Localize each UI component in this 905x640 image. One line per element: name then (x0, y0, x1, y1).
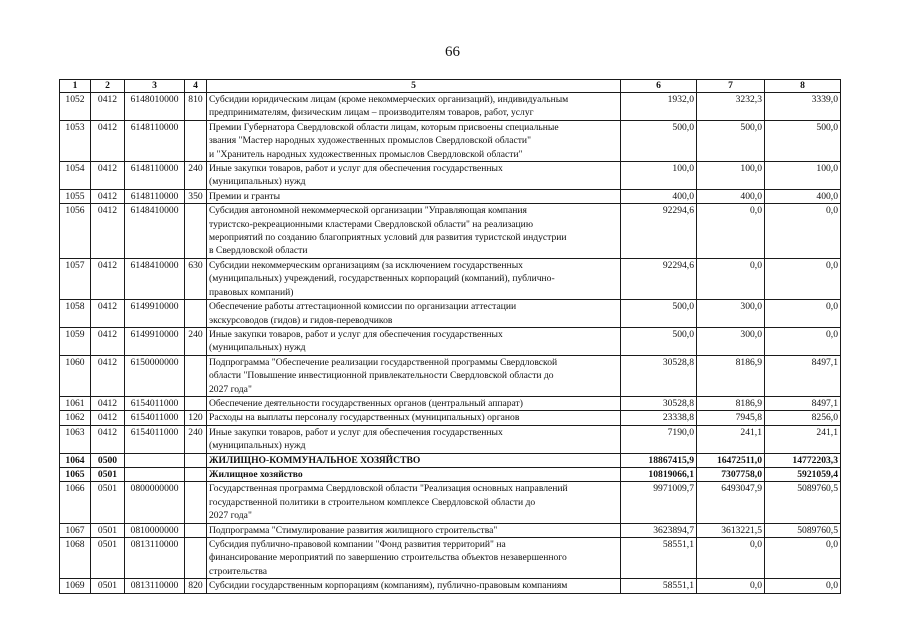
amount-col-7: 7307758,0 (697, 467, 765, 481)
row-number: 1057 (60, 258, 91, 299)
page-number: 66 (445, 44, 460, 60)
amount-col-6: 1932,0 (621, 93, 697, 121)
amount-col-6: 23338,8 (621, 411, 697, 425)
target-item-code: 6154011000 (125, 425, 185, 453)
section-code: 0412 (91, 189, 125, 203)
item-name: Государственная программа Свердловской области "Реализация основных направлений государственной политики в строительном комплексе Свердловской области до 2027 года" (207, 482, 621, 523)
table-row (60, 204, 841, 259)
amount-col-6: 7190,0 (621, 425, 697, 453)
amount-col-7: 0,0 (697, 204, 765, 259)
expense-type-code: 630 (185, 258, 207, 299)
expense-type-code (185, 482, 207, 523)
table-row (60, 538, 841, 579)
table-row (60, 425, 841, 453)
expense-type-code (185, 538, 207, 579)
amount-col-7: 400,0 (697, 189, 765, 203)
section-code: 0412 (91, 258, 125, 299)
expense-type-code (185, 300, 207, 328)
amount-col-8: 8256,0 (765, 411, 841, 425)
item-name: Обеспечение деятельности государственных органов (центральный аппарат) (207, 396, 621, 410)
expense-type-code: 120 (185, 411, 207, 425)
amount-col-7: 7945,8 (697, 411, 765, 425)
amount-col-8: 5089760,5 (765, 482, 841, 523)
section-code: 0501 (91, 579, 125, 593)
target-item-code: 6148410000 (125, 258, 185, 299)
section-code: 0412 (91, 162, 125, 190)
amount-col-6: 10819066,1 (621, 467, 697, 481)
header-row (60, 80, 841, 93)
expense-type-code (185, 467, 207, 481)
item-name: Субсидия публично-правовой компании "Фонд развития территорий" на финансирование мероприятий по завершению строительства объектов незавершенного строительства (207, 538, 621, 579)
target-item-code (125, 467, 185, 481)
table-row (60, 120, 841, 161)
budget-table (59, 79, 841, 594)
amount-col-7: 100,0 (697, 162, 765, 190)
table-row (60, 189, 841, 203)
item-name: Подпрограмма "Обеспечение реализации государственной программы Свердловской области "Повышение инвестиционной привлекательности Свердловской области до 2027 года" (207, 355, 621, 396)
amount-col-8: 0,0 (765, 204, 841, 259)
amount-col-6: 3623894,7 (621, 523, 697, 537)
target-item-code: 6150000000 (125, 355, 185, 396)
row-number: 1052 (60, 93, 91, 121)
section-code: 0412 (91, 411, 125, 425)
column-header: 2 (91, 80, 125, 93)
expense-type-code: 240 (185, 327, 207, 355)
amount-col-7: 8186,9 (697, 396, 765, 410)
amount-col-8: 8497,1 (765, 355, 841, 396)
row-number: 1065 (60, 467, 91, 481)
amount-col-8: 0,0 (765, 300, 841, 328)
amount-col-6: 92294,6 (621, 258, 697, 299)
column-header: 5 (207, 80, 621, 93)
item-name: Жилищное хозяйство (207, 467, 621, 481)
section-code: 0412 (91, 327, 125, 355)
amount-col-6: 9971009,7 (621, 482, 697, 523)
item-name: Премии Губернатора Свердловской области лицам, которым присвоены специальные звания "Мастер народных художественных промыслов Свердловской области" и "Хранитель народных художественных промыслов Свердловской области" (207, 120, 621, 161)
expense-type-code: 810 (185, 93, 207, 121)
expense-type-code: 240 (185, 425, 207, 453)
amount-col-7: 3613221,5 (697, 523, 765, 537)
table-body (60, 93, 841, 594)
target-item-code: 6148410000 (125, 204, 185, 259)
section-code: 0500 (91, 453, 125, 467)
row-number: 1062 (60, 411, 91, 425)
amount-col-6: 100,0 (621, 162, 697, 190)
amount-col-6: 30528,8 (621, 396, 697, 410)
table-row (60, 355, 841, 396)
item-name: Иные закупки товаров, работ и услуг для обеспечения государственных (муниципальных) нужд (207, 425, 621, 453)
section-code: 0501 (91, 538, 125, 579)
section-code: 0412 (91, 204, 125, 259)
target-item-code: 6154011000 (125, 396, 185, 410)
row-number: 1054 (60, 162, 91, 190)
column-header: 7 (697, 80, 765, 93)
section-code: 0501 (91, 482, 125, 523)
expense-type-code (185, 355, 207, 396)
column-header: 3 (125, 80, 185, 93)
amount-col-7: 241,1 (697, 425, 765, 453)
row-number: 1060 (60, 355, 91, 396)
amount-col-8: 0,0 (765, 258, 841, 299)
target-item-code: 6149910000 (125, 327, 185, 355)
item-name: Субсидия автономной некоммерческой организации "Управляющая компания туристско-рекреационными кластерами Свердловской области" на реализацию мероприятий по созданию благоприятных условий для развития туристской индустрии в Свердловской области (207, 204, 621, 259)
item-name: Субсидии государственным корпорациям (компаниям), публично-правовым компаниям (207, 579, 621, 593)
section-code: 0412 (91, 396, 125, 410)
item-name: Субсидии некоммерческим организациям (за исключением государственных (муниципальных) учреждений, государственных корпораций (компаний), публично- правовых компаний) (207, 258, 621, 299)
amount-col-6: 500,0 (621, 300, 697, 328)
target-item-code: 0813110000 (125, 538, 185, 579)
expense-type-code (185, 453, 207, 467)
amount-col-6: 30528,8 (621, 355, 697, 396)
item-name: Субсидии юридическим лицам (кроме некоммерческих организаций), индивидуальным предпринимателям, физическим лицам – производителям товаров, работ, услуг (207, 93, 621, 121)
expense-type-code: 350 (185, 189, 207, 203)
amount-col-7: 16472511,0 (697, 453, 765, 467)
row-number: 1061 (60, 396, 91, 410)
expense-type-code (185, 204, 207, 259)
expense-type-code: 820 (185, 579, 207, 593)
amount-col-7: 8186,9 (697, 355, 765, 396)
column-header: 8 (765, 80, 841, 93)
amount-col-8: 500,0 (765, 120, 841, 161)
target-item-code: 0810000000 (125, 523, 185, 537)
amount-col-8: 5089760,5 (765, 523, 841, 537)
amount-col-6: 500,0 (621, 120, 697, 161)
item-name: ЖИЛИЩНО-КОММУНАЛЬНОЕ ХОЗЯЙСТВО (207, 453, 621, 467)
amount-col-8: 8497,1 (765, 396, 841, 410)
amount-col-7: 0,0 (697, 538, 765, 579)
section-code: 0501 (91, 523, 125, 537)
amount-col-8: 0,0 (765, 579, 841, 593)
target-item-code: 0813110000 (125, 579, 185, 593)
amount-col-8: 400,0 (765, 189, 841, 203)
table-row (60, 93, 841, 121)
table-row (60, 453, 841, 467)
row-number: 1063 (60, 425, 91, 453)
table-row (60, 327, 841, 355)
row-number: 1055 (60, 189, 91, 203)
target-item-code: 0800000000 (125, 482, 185, 523)
column-header: 6 (621, 80, 697, 93)
column-header: 4 (185, 80, 207, 93)
amount-col-6: 92294,6 (621, 204, 697, 259)
target-item-code (125, 453, 185, 467)
table-row (60, 467, 841, 481)
expense-type-code: 240 (185, 162, 207, 190)
target-item-code: 6154011000 (125, 411, 185, 425)
section-code: 0412 (91, 425, 125, 453)
row-number: 1058 (60, 300, 91, 328)
target-item-code: 6148010000 (125, 93, 185, 121)
amount-col-7: 3232,3 (697, 93, 765, 121)
amount-col-6: 400,0 (621, 189, 697, 203)
section-code: 0412 (91, 120, 125, 161)
amount-col-8: 100,0 (765, 162, 841, 190)
amount-col-8: 0,0 (765, 538, 841, 579)
item-name: Подпрограмма "Стимулирование развития жилищного строительства" (207, 523, 621, 537)
item-name: Иные закупки товаров, работ и услуг для обеспечения государственных (муниципальных) нужд (207, 162, 621, 190)
row-number: 1059 (60, 327, 91, 355)
amount-col-7: 500,0 (697, 120, 765, 161)
table-row (60, 258, 841, 299)
amount-col-8: 3339,0 (765, 93, 841, 121)
target-item-code: 6149910000 (125, 300, 185, 328)
row-number: 1064 (60, 453, 91, 467)
amount-col-8: 5921059,4 (765, 467, 841, 481)
item-name: Иные закупки товаров, работ и услуг для обеспечения государственных (муниципальных) нужд (207, 327, 621, 355)
row-number: 1069 (60, 579, 91, 593)
amount-col-6: 18867415,9 (621, 453, 697, 467)
table-row (60, 396, 841, 410)
target-item-code: 6148110000 (125, 189, 185, 203)
amount-col-6: 500,0 (621, 327, 697, 355)
table-row (60, 300, 841, 328)
section-code: 0412 (91, 300, 125, 328)
section-code: 0412 (91, 355, 125, 396)
amount-col-7: 0,0 (697, 579, 765, 593)
amount-col-8: 0,0 (765, 327, 841, 355)
table-row (60, 579, 841, 593)
table-row (60, 411, 841, 425)
amount-col-6: 58551,1 (621, 579, 697, 593)
section-code: 0501 (91, 467, 125, 481)
row-number: 1068 (60, 538, 91, 579)
table-row (60, 523, 841, 537)
table-row (60, 162, 841, 190)
table-row (60, 482, 841, 523)
amount-col-8: 14772203,3 (765, 453, 841, 467)
amount-col-6: 58551,1 (621, 538, 697, 579)
expense-type-code (185, 523, 207, 537)
target-item-code: 6148110000 (125, 120, 185, 161)
target-item-code: 6148110000 (125, 162, 185, 190)
amount-col-7: 300,0 (697, 300, 765, 328)
section-code: 0412 (91, 93, 125, 121)
item-name: Премии и гранты (207, 189, 621, 203)
item-name: Расходы на выплаты персоналу государственных (муниципальных) органов (207, 411, 621, 425)
amount-col-7: 300,0 (697, 327, 765, 355)
amount-col-8: 241,1 (765, 425, 841, 453)
row-number: 1067 (60, 523, 91, 537)
row-number: 1056 (60, 204, 91, 259)
expense-type-code (185, 396, 207, 410)
row-number: 1053 (60, 120, 91, 161)
row-number: 1066 (60, 482, 91, 523)
amount-col-7: 0,0 (697, 258, 765, 299)
amount-col-7: 6493047,9 (697, 482, 765, 523)
expense-type-code (185, 120, 207, 161)
column-header: 1 (60, 80, 91, 93)
item-name: Обеспечение работы аттестационной комиссии по организации аттестации экскурсоводов (гидов) и гидов-переводчиков (207, 300, 621, 328)
